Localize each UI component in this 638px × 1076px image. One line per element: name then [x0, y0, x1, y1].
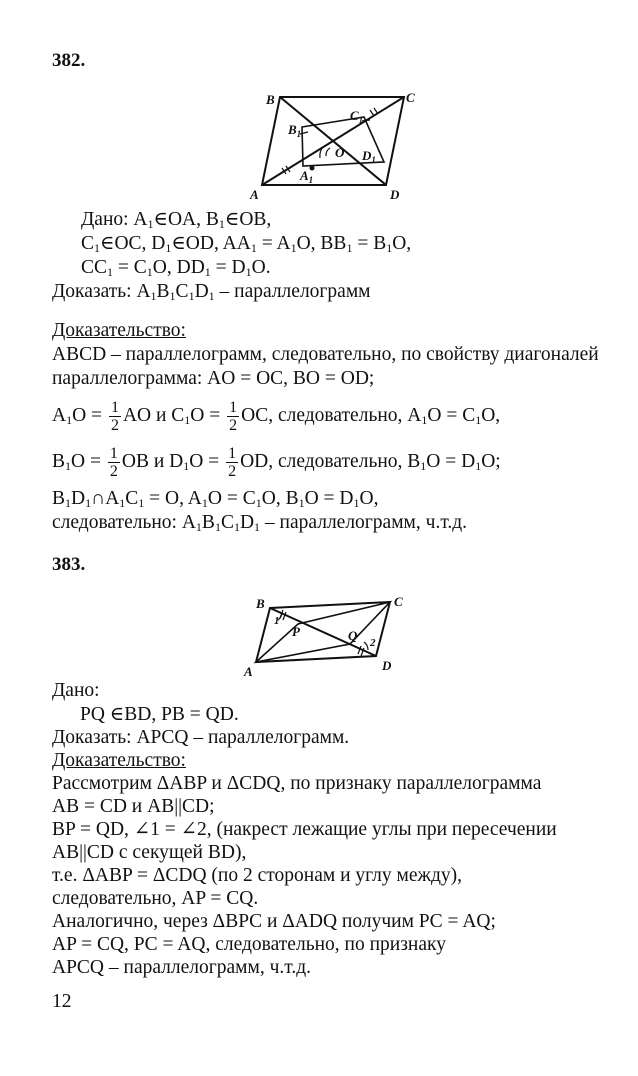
proof-382-line-5: $B_1D_1\cap A_1C_1 = O$, $A_1O = C_1O$, $B_1O = D_1O$,	[52, 488, 379, 510]
fig383-label-p: P	[292, 624, 300, 639]
given-382-line-3: $CC_1 = C_1O$, $DD_1 = D_1O$.	[81, 257, 271, 279]
proof-383-line: BP = QD, ∠1 = ∠2, (накрест лежащие углы при пересечении	[52, 819, 557, 840]
prove-383: Доказать: APCQ – параллелограмм.	[52, 727, 350, 748]
problem-382-number: 382.	[52, 50, 86, 71]
proof-383-line: следовательно, AP = CQ.	[52, 888, 259, 909]
fig383-label-q: Q	[348, 628, 358, 643]
fig382-label-d: D	[390, 187, 400, 202]
fraction-one-half: $\frac{1}{2}$	[109, 445, 118, 481]
fig383-label-1: 1	[274, 615, 280, 627]
proof-383-line: AB = CD и AB||CD;	[52, 796, 215, 817]
proof-383-line: Аналогично, через ΔBPC и ΔADQ получим PC = AQ;	[52, 911, 496, 932]
proof-383-line: т.е. ΔABP = ΔCDQ (по 2 сторонам и углу между),	[52, 865, 463, 886]
fig382-label-c: C	[406, 90, 415, 105]
given-382-line-1: Дано: $A_1\in OA$, $B_1\in OB$,	[81, 209, 272, 231]
proof-382-line-1: ABCD – параллелограмм, следовательно, по свойству диагоналей	[52, 344, 599, 365]
fig383-label-c: C	[394, 594, 403, 609]
proof-383-line: AP = CQ, PC = AQ, следовательно, по признаку	[52, 934, 446, 955]
proof-382-line-2: параллелограмма: AO = OC, BO = OD;	[52, 368, 375, 389]
fig383-label-b: B	[256, 596, 265, 611]
figure-382	[240, 82, 440, 202]
proof-383-line: AB||CD с секущей BD),	[52, 842, 247, 863]
figure-383	[240, 590, 420, 680]
fig382-label-b1: $B_1$	[288, 122, 302, 139]
proof-383-line: Рассмотрим ΔABP и ΔCDQ, по признаку параллелограмма	[52, 773, 542, 794]
fig382-label-c1: $C_1$	[350, 108, 364, 125]
fig383-label-d: D	[382, 658, 392, 673]
page-number: 12	[52, 991, 72, 1012]
fig382-label-a1: $A_1$	[300, 168, 314, 185]
fig382-label-b: B	[266, 92, 275, 107]
proof-383-line: APCQ – параллелограмм, ч.т.д.	[52, 957, 312, 978]
given-382-line-2: $C_1\in OC$, $D_1\in OD$, $AA_1 = A_1O$, $BB_1 = B_1O$,	[81, 233, 412, 255]
proof-382-line-3: $A_1O$ = $\frac{1}{2}$ AO и $C_1O$ = $\frac{1}{2}$ OC, следовательно, $A_1O = C_1O$,	[52, 399, 501, 435]
fig383-label-a: A	[244, 664, 253, 679]
fig383-label-2: 2	[370, 637, 376, 649]
proof-382-line-4: $B_1O$ = $\frac{1}{2}$ OB и $D_1O$ = $\frac{1}{2}$ OD, следовательно, $B_1O = D_1O$;	[52, 445, 501, 481]
fig382-label-d1: $D_1$	[362, 148, 376, 165]
given-383-title: Дано:	[52, 680, 100, 701]
fraction-one-half: $\frac{1}{2}$	[228, 445, 237, 481]
prove-382: Доказать: $A_1B_1C_1D_1$ – параллелограмм	[52, 281, 371, 303]
problem-383-number: 383.	[52, 554, 86, 575]
fig382-label-o: O	[335, 145, 345, 160]
given-383: PQ ∈BD, PB = QD.	[80, 704, 239, 725]
proof-382-title: Доказательство:	[52, 320, 186, 341]
proof-382-line-6: следовательно: $A_1B_1C_1D_1$ – параллелограмм, ч.т.д.	[52, 512, 468, 534]
fraction-one-half: $\frac{1}{2}$	[229, 399, 238, 435]
proof-383-title: Доказательство:	[52, 750, 186, 771]
fig382-label-a: A	[250, 187, 259, 202]
fraction-one-half: $\frac{1}{2}$	[110, 399, 119, 435]
